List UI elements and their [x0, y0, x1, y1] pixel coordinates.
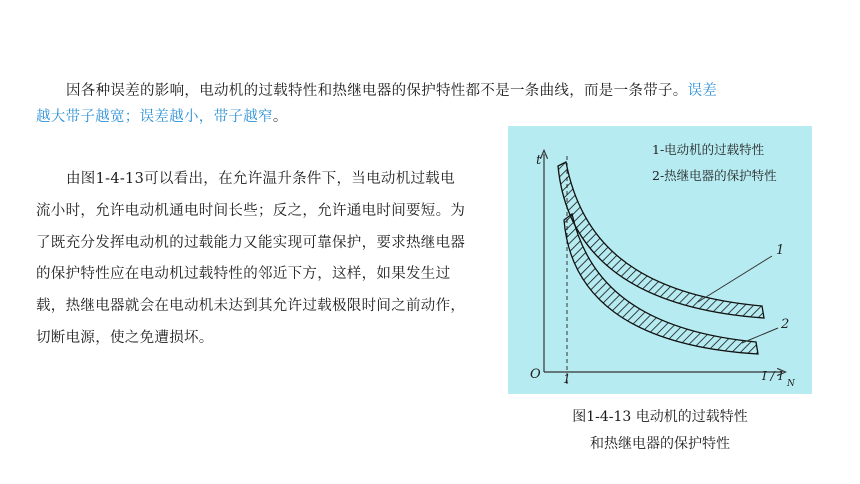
leader-line-1: [698, 256, 772, 302]
paragraph-overload-band: [36, 78, 726, 130]
figure-caption-line-2: 和热继电器的保护特性: [590, 436, 730, 452]
x-axis-subscript: N: [787, 379, 795, 389]
curve-label-1: 1: [776, 243, 785, 258]
legend-item-2: 2-热继电器的保护特性: [652, 168, 777, 183]
paragraph-end: 。: [272, 109, 288, 125]
band-1-overload: [558, 162, 764, 318]
y-axis-label: t: [536, 153, 542, 168]
paragraph-explanation: 由图1-4-13可以看出，在允许温升条件下，当电动机过载电流小时，允许电动机通电时间长些；反之，允许通电时间要短。为了既充分发挥电动机的过载能力又能实现可靠保护，要求热继电器的保护特性应在电动机过载特性的邻近下方，这样，如果发生过载，热继电器就会在电动机未达到其允许过载极限时间之前动作，切断电源，使之免遭损坏。: [36, 171, 466, 346]
x-axis-label: I / I: [762, 369, 784, 383]
origin-label: O: [530, 367, 541, 382]
highlight-text: 误差越大带子越宽；误差越小，带子越窄: [36, 83, 718, 125]
dashed-line-label: 1: [563, 372, 571, 386]
curve-label-2: 2: [781, 317, 790, 332]
leader-line-2: [742, 328, 778, 343]
figure-caption-line-1: 图1-4-13 电动机的过载特性: [572, 409, 748, 425]
paragraph-text: 因各种误差的影响，电动机的过载特性和热继电器的保护特性都不是一条曲线，而是一条带子。: [66, 83, 688, 99]
legend-item-1: 1-电动机的过载特性: [652, 142, 765, 157]
